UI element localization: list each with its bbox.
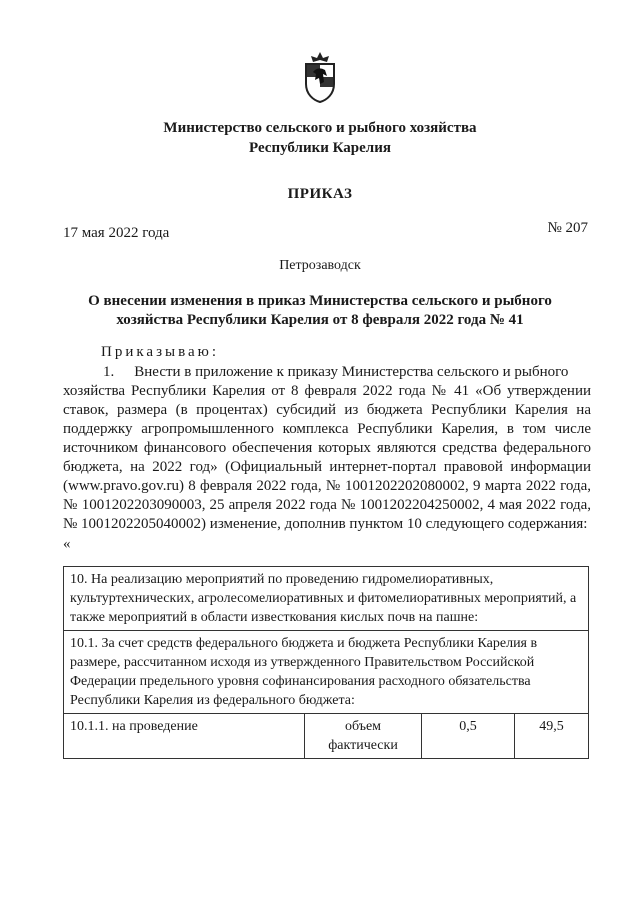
row-10-1-1-value-1: 0,5 — [422, 714, 515, 759]
row-10-1-1-text: 10.1.1. на проведение — [64, 714, 305, 759]
unit-line1: объем — [344, 719, 382, 734]
paragraph-1-body: хозяйства Республики Карелия от 8 февраля 2022 года № 41 «Об утверждении ставок, размера (в процентах) субсидий из бюджета Республики Карелия на поддержку агропромышленного комплекса Республики Карелия, в том числе источником финансового обеспечения которых являются средства федерального бюджета, на 2022 год» (Официальный интернет-портал правовой информации (www.pravo.gov.ru) 8 февраля 2022 года, № 1001202202080002, 9 марта 2022 года, № 1001202203090003, 25 апреля 2022 года № 1001202204250002, 4 мая 2022 года, № 1001202205040002) изменение, дополнив пунктом 10 следующего содержания: — [63, 383, 591, 532]
ministry-name-line2: Республики Карелия — [249, 140, 391, 156]
row-10-1-text: 10.1. За счет средств федерального бюджета и бюджета Республики Карелия в размере, рассчитанном исходя из утвержденного Правительством Российской Федерации предельного уровня софинансирования расходного обязательства Республики Карелия из федерального бюджета: — [64, 631, 589, 714]
subject-line2: хозяйства Республики Карелия от 8 февраля 2022 года № 41 — [116, 312, 524, 328]
paragraph-number: 1. — [103, 364, 115, 380]
order-date: 17 мая 2022 года — [63, 225, 170, 241]
row-10-1-1-value-2: 49,5 — [515, 714, 589, 759]
paragraph-1-lead: Внести в приложение к приказу Министерства сельского и рыбного — [134, 364, 569, 380]
table-row — [64, 567, 589, 631]
ministry-name-line1: Министерство сельского и рыбного хозяйства — [163, 120, 477, 136]
order-city: Петрозаводск — [279, 258, 361, 273]
karelia-coat-of-arms-icon — [302, 50, 338, 104]
row-10-1-1-unit — [305, 714, 422, 759]
open-quote: « — [63, 536, 71, 552]
orders-word: Приказываю: — [101, 344, 219, 360]
row-10-text: 10. На реализацию мероприятий по проведению гидромелиоративных, культуртехнических, агролесомелиоративных и фитомелиоративных мероприятий, а также мероприятий в области известкования кислых почв на пашне: — [64, 567, 589, 631]
unit-line2: фактически — [328, 738, 398, 753]
amendment-table — [63, 566, 589, 759]
table-row — [64, 631, 589, 714]
table-row — [64, 714, 589, 759]
subject-line1: О внесении изменения в приказ Министерства сельского и рыбного — [88, 293, 552, 309]
order-number: № 207 — [547, 220, 588, 236]
document-title: ПРИКАЗ — [287, 186, 353, 202]
paragraph-1-first-line — [63, 363, 591, 382]
